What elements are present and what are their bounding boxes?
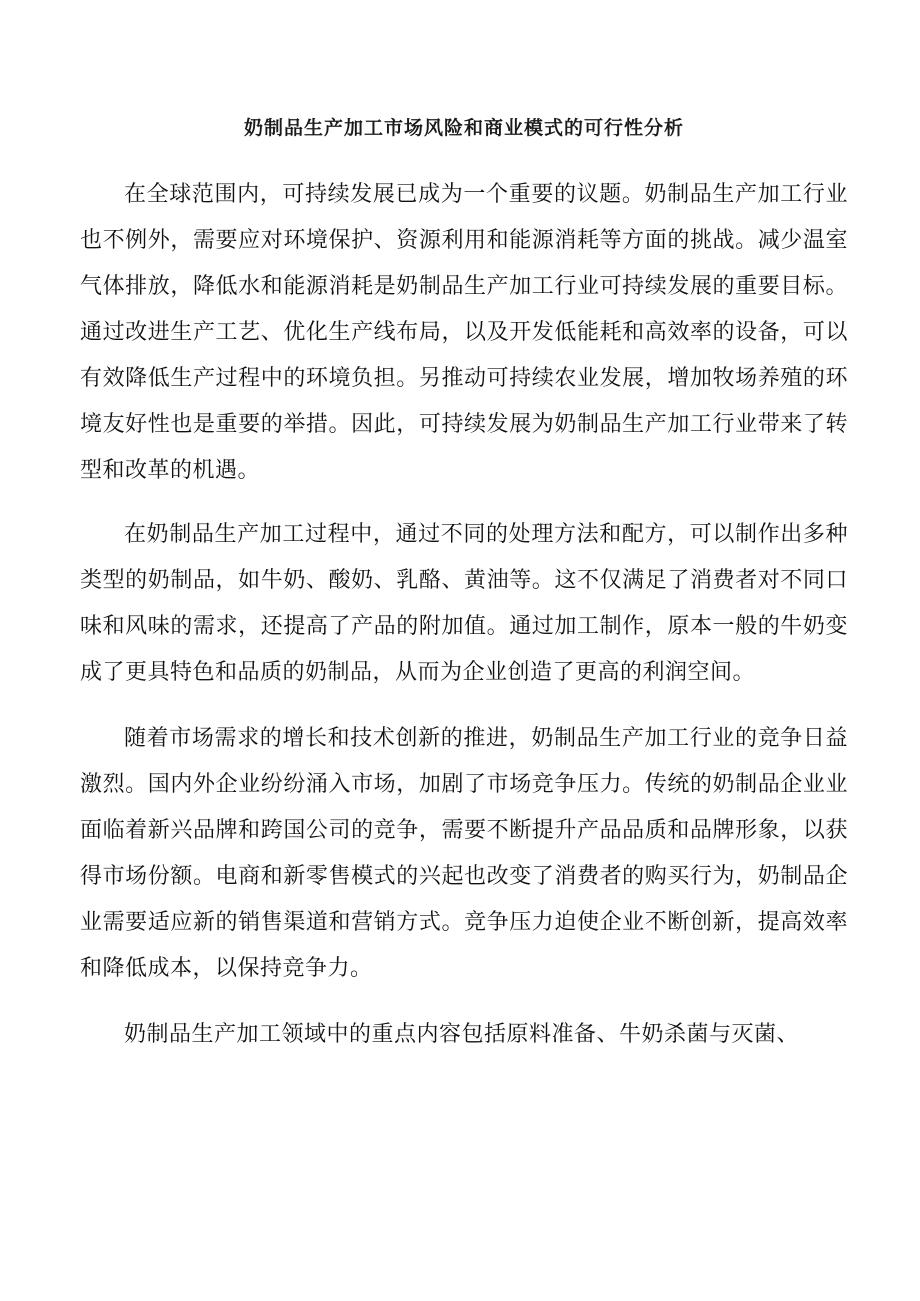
- paragraph-key-content: 奶制品生产加工领域中的重点内容包括原料准备、牛奶杀菌与灭菌、: [124, 1022, 800, 1047]
- paragraph-competition: 随着市场需求的增长和技术创新的推进，奶制品生产加工行业的竞争日益激烈。国内外企业纷纷涌入市场，加剧了市场竞争压力。传统的奶制品企业业面临着新兴品牌和跨国公司的竞争，需要不断提升产品品质和品牌形象，以获得市场份额。电商和新零售模式的兴起也改变了消费者的购买行为，奶制品企业需要适应新的销售渠道和营销方式。竞争压力迫使企业不断创新，提高效率和降低成本，以保持竞争力。: [80, 726, 848, 981]
- paragraph-product-types: 在奶制品生产加工过程中，通过不同的处理方法和配方，可以制作出多种类型的奶制品，如牛奶、酸奶、乳酪、黄油等。这不仅满足了消费者对不同口味和风味的需求，还提高了产品的附加值。通过加工制作，原本一般的牛奶变成了更具特色和品质的奶制品，从而为企业创造了更高的利润空间。: [80, 522, 848, 685]
- paragraph-sustainability: 在全球范围内，可持续发展已成为一个重要的议题。奶制品生产加工行业也不例外，需要应对环境保护、资源利用和能源消耗等方面的挑战。减少温室气体排放，降低水和能源消耗是奶制品生产加工行业可持续发展的重要目标。通过改进生产工艺、优化生产线布局，以及开发低能耗和高效率的设备，可以有效降低生产过程中的环境负担。另推动可持续农业发展，增加牧场养殖的环境友好性也是重要的举措。因此，可持续发展为奶制品生产加工行业带来了转型和改革的机遇。: [80, 182, 848, 483]
- document-title: 奶制品生产加工市场风险和商业模式的可行性分析: [243, 117, 684, 139]
